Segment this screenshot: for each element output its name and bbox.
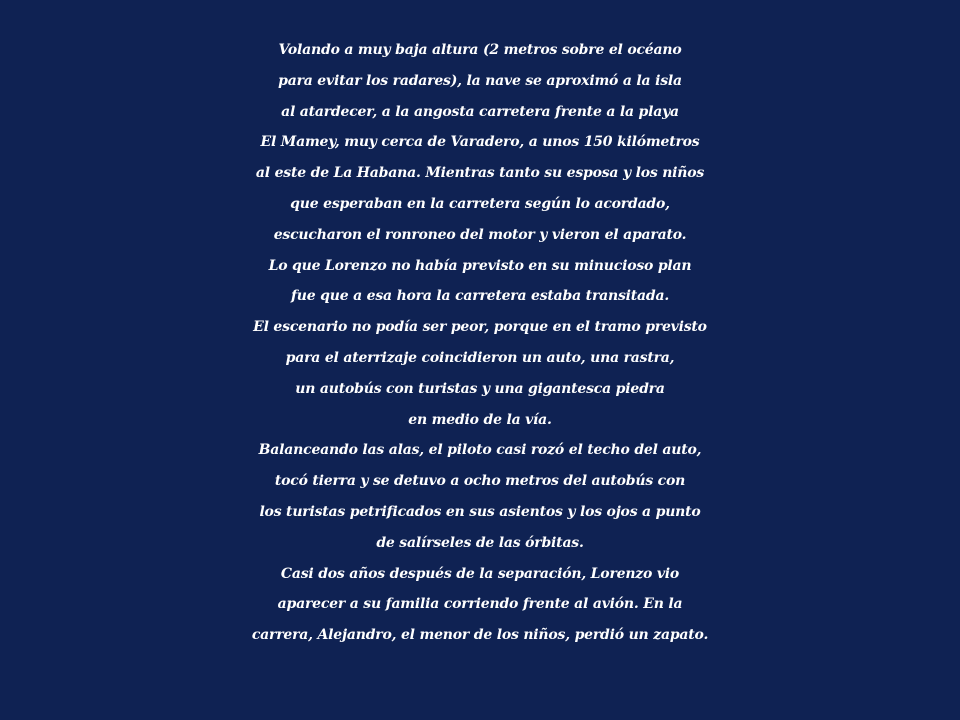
text-line: al atardecer, a la angosta carretera frente a la playa (281, 103, 679, 120)
text-line: de salírseles de las órbitas. (376, 534, 584, 551)
text-line: en medio de la vía. (408, 411, 552, 428)
text-line: escucharon el ronroneo del motor y vieron el aparato. (273, 226, 687, 243)
text-line: los turistas petrificados en sus asientos y los ojos a punto (259, 503, 701, 520)
text-line: El Mamey, muy cerca de Varadero, a unos 150 kilómetros (260, 134, 700, 151)
text-line: Balanceando las alas, el piloto casi rozó el techo del auto, (258, 442, 702, 459)
text-line: aparecer a su familia corriendo frente al avión. En la (277, 596, 683, 613)
text-line: al este de La Habana. Mientras tanto su esposa y los niños (255, 165, 705, 182)
text-line: fue que a esa hora la carretera estaba transitada. (290, 288, 670, 305)
text-line: Lo que Lorenzo no había previsto en su minucioso plan (268, 257, 692, 274)
text-line: para evitar los radares), la nave se aproximó a la isla (278, 72, 682, 89)
text-line: El escenario no podía ser peor, porque en el tramo previsto (253, 319, 707, 336)
text-line: tocó tierra y se detuvo a ocho metros del autobús con (274, 473, 686, 490)
text-line: carrera, Alejandro, el menor de los niños, perdió un zapato. (251, 627, 709, 644)
slide-text-block (0, 35, 960, 651)
text-line: Volando a muy baja altura (2 metros sobre el océano (278, 42, 682, 58)
text-line: Casi dos años después de la separación, Lorenzo vio (280, 565, 680, 582)
text-line: para el aterrizaje coincidieron un auto, una rastra, (285, 349, 675, 366)
text-line: que esperaban en la carretera según lo acordado, (290, 195, 670, 212)
text-line: un autobús con turistas y una gigantesca piedra (295, 380, 665, 397)
